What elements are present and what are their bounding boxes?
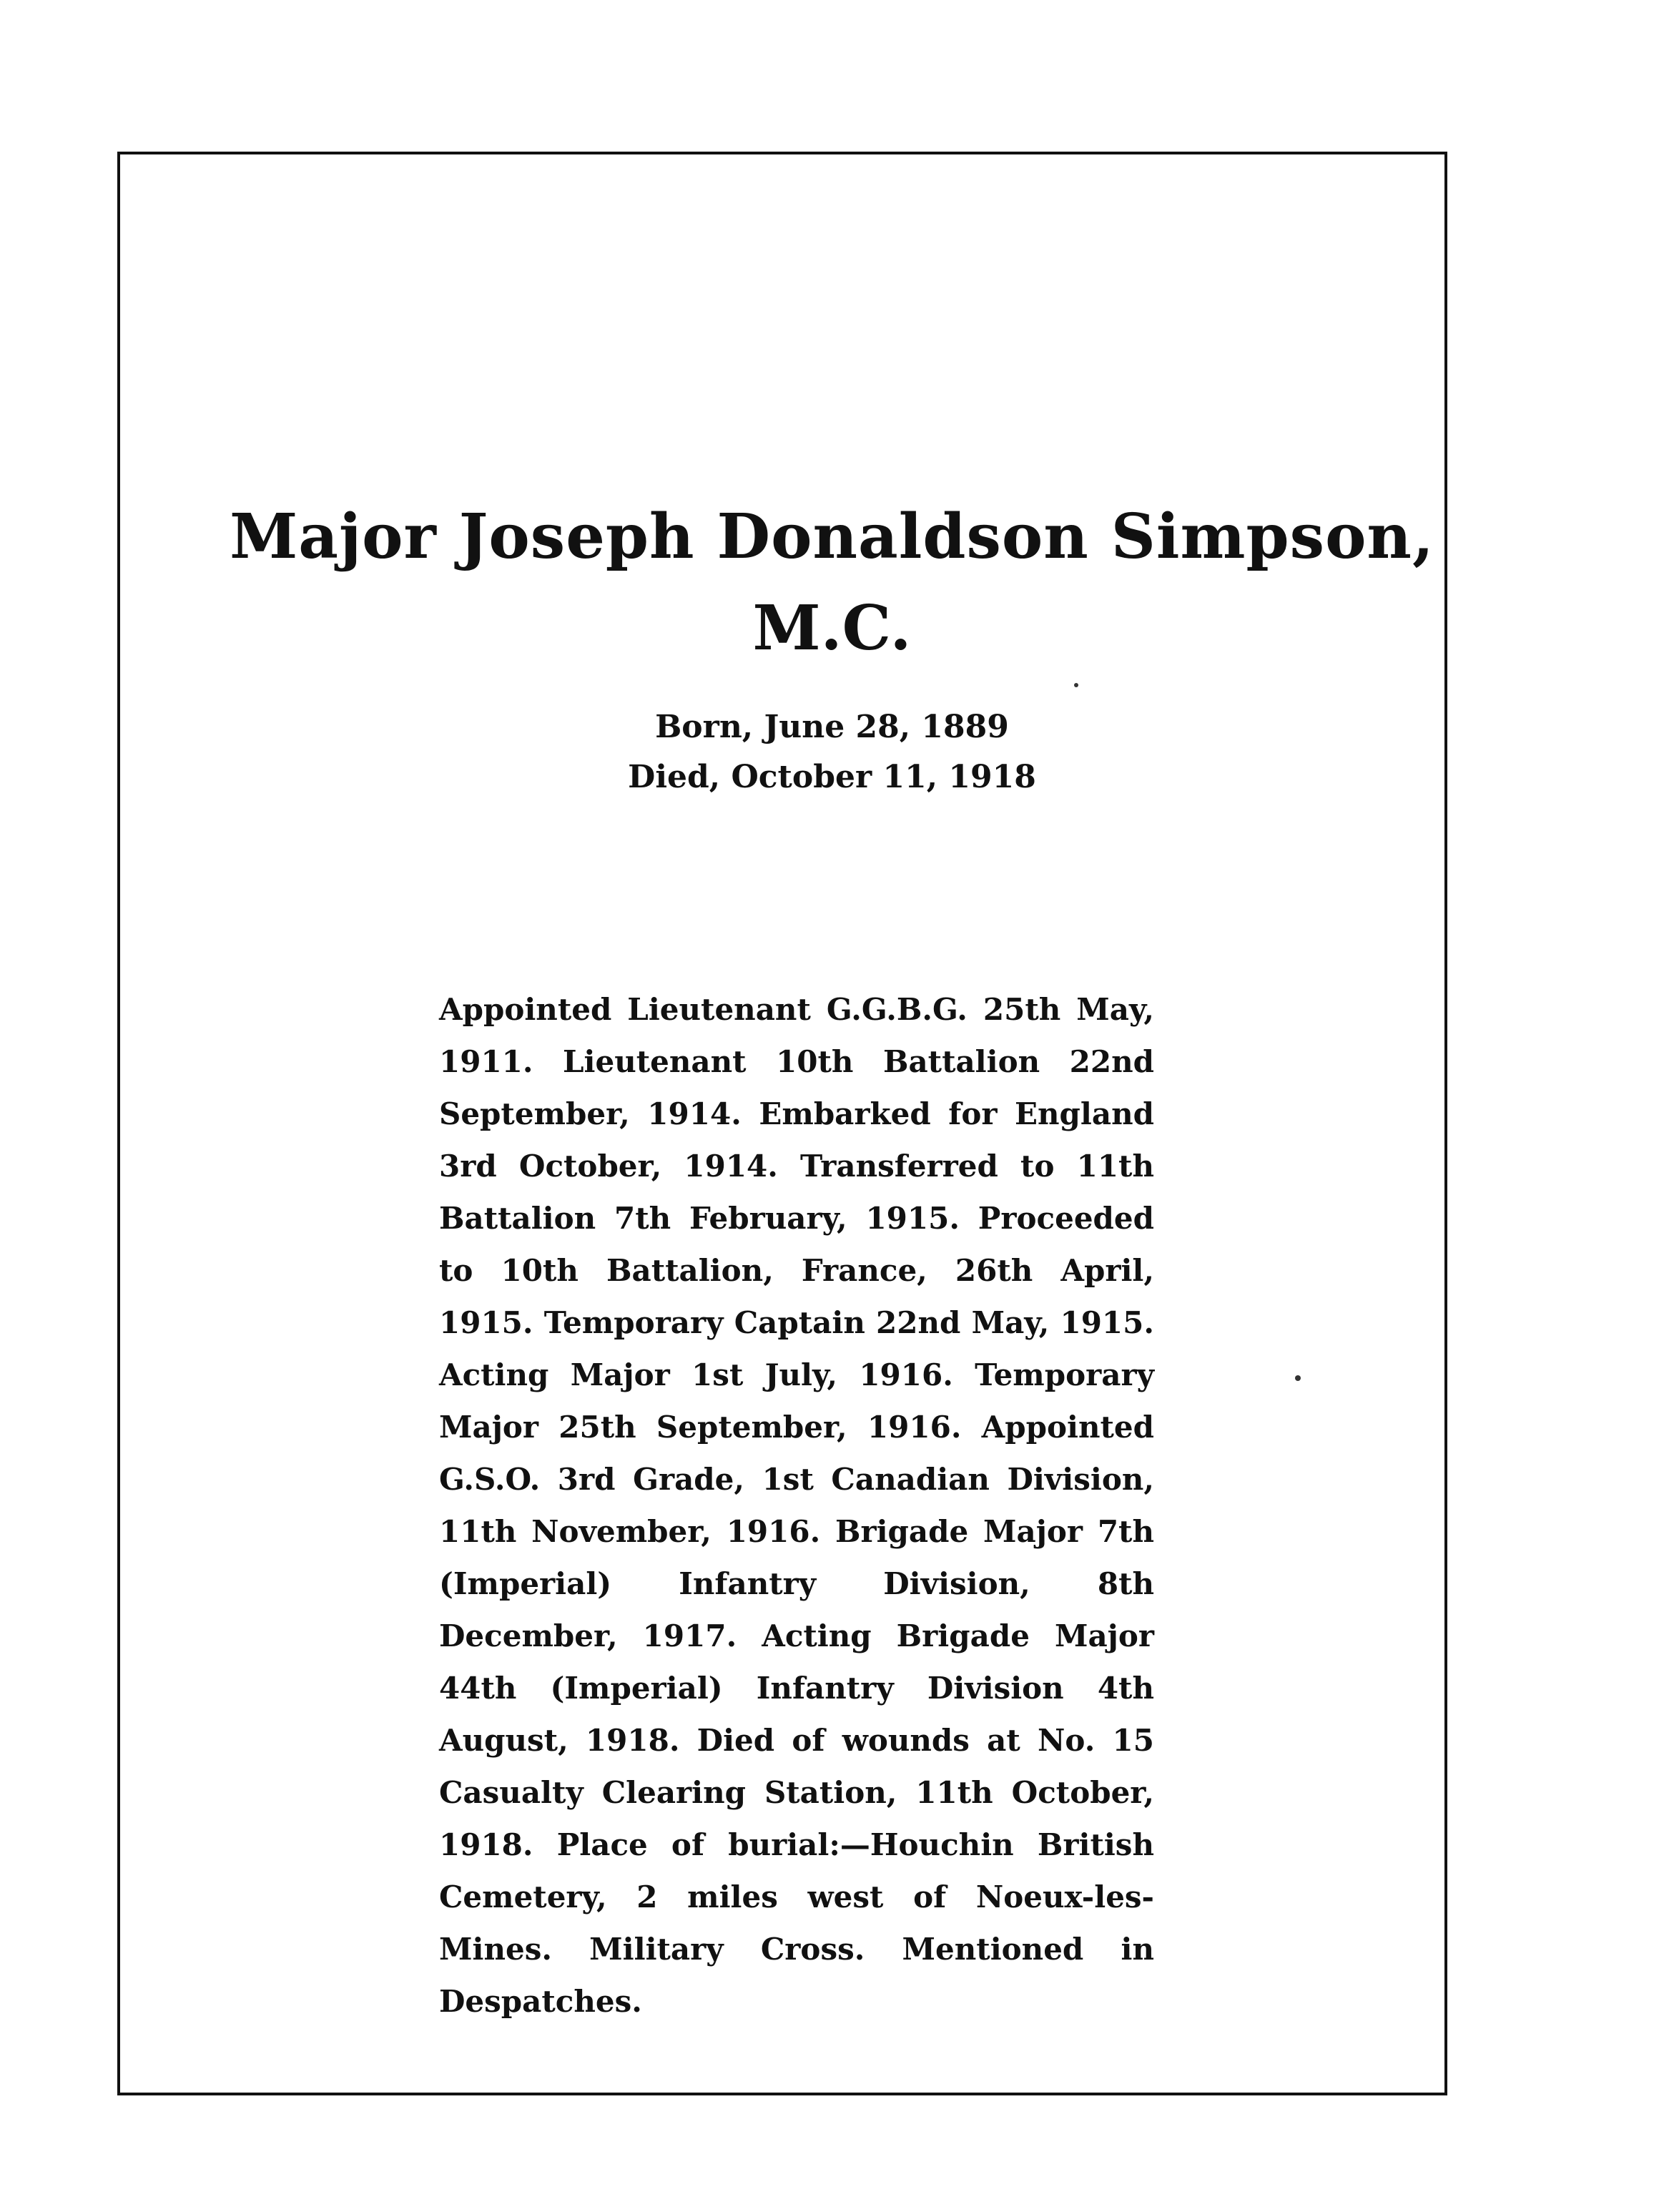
birth-date: Born, June 28, 1889 [655,709,1009,745]
title-honours: M.C. [752,592,912,664]
service-record-paragraph: Appointed Lieutenant G.G.B.G. 25th May, 1911. Lieutenant 10th Battalion 22nd September, 1914. Embarked for England 3rd October, 1914. Transferred to 11th Battalion 7th February, 1915. Proceeded to 10th Battalion, France, 26th April, 1915. Temporary Captain 22nd May, 1915. Acting Major 1st July, 1916. Temporary Major 25th September, 1916. Appointed G.S.O. 3rd Grade, 1st Canadian Division, 11th November, 1916. Brigade Major 7th (Imperial) Infantry Division, 8th December, 1917. Acting Brigade Major 44th (Imperial) Infantry Division 4th August, 1918. Died of wounds at No. 15 Casualty Clearing Station, 11th October, 1918. Place of burial:—Houchin British Cemetery, 2 miles west of Noeux-les-Mines. Military Cross. Mentioned in Despatches. [439,992,1154,2019]
death-date: Died, October 11, 1918 [628,759,1036,795]
title-name: Major Joseph Donaldson Simpson, [230,501,1434,573]
